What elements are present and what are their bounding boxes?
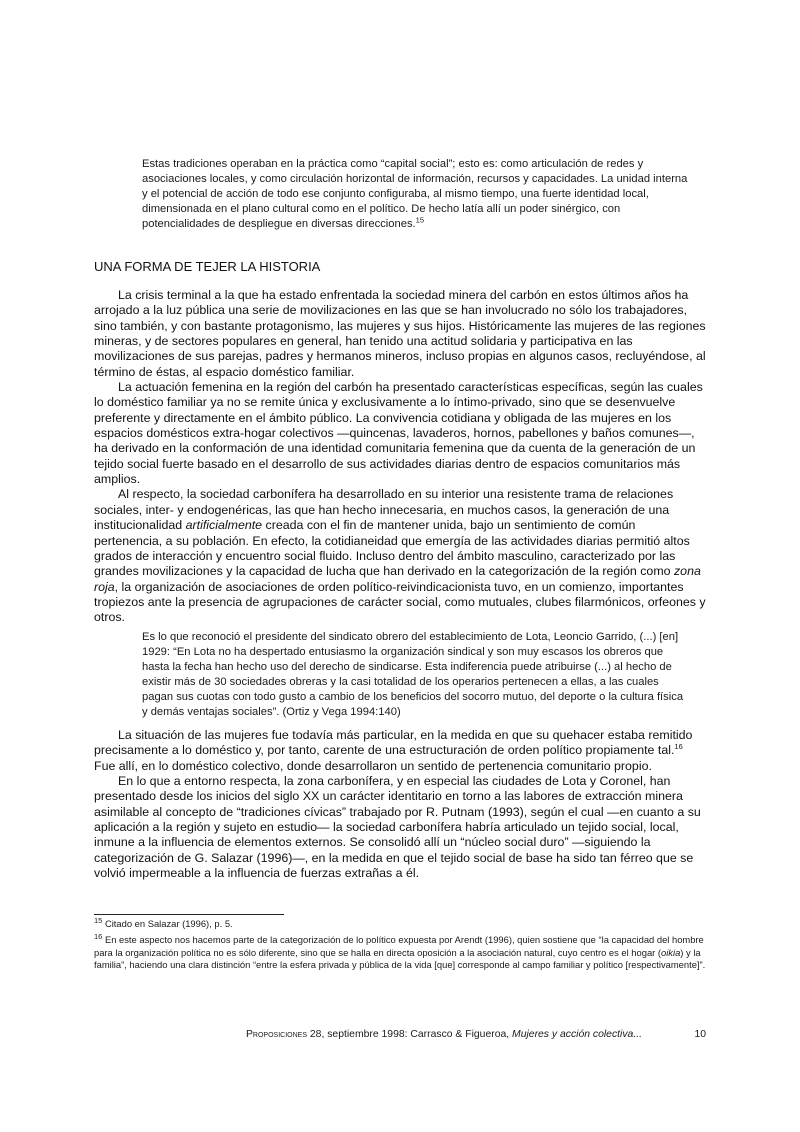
paragraph: La crisis terminal a la que ha estado enfrentada la sociedad minera del carbón en estos últimos años ha arrojado a la luz pública una serie de movilizaciones en las que se han involucrado no sólo los trabajadores, sino también, y con bastante protagonismo, las mujeres y sus hijos. Históricamente las mujeres de las regiones mineras, y de sectores populares en general, han tenido una actitud solidaria y participativa en las movilizaciones de sus parejas, padres y hermanos mineros, incluso propias en algunos casos, recluyéndose, al término de éstas, al espacio doméstico familiar. (94, 288, 706, 379)
footnotes (94, 915, 706, 976)
block-quote (142, 157, 690, 232)
paragraph: Al respecto, la sociedad carbonífera ha desarrollado en su interior una resistente trama de relaciones sociales, inter- y endogenéricas, las que han hecho innecesaria, en muchos casos, la generación de una institucionalidad artificialmente creada con el fin de mantener unida, bajo un sentimiento de común pertenencia, a su población. En efecto, la cotidianeidad que emergía de las actividades diarias permitió altos grados de interacción y encuentro social fluido. Incluso dentro del ámbito masculino, caracterizado por las grandes movilizaciones y la capacidad de lucha que han derivado en la categorización de la región como zona roja, la organización de asociaciones de orden político-reivindicacionista tuvo, en un comienzo, importantes tropiezos ante la presencia de agrupaciones de carácter social, como mutuales, clubes filarmónicos, orfeones y otros. (94, 487, 706, 625)
block-quote-text: Estas tradiciones operaban en la práctica como “capital social”; esto es: como articulación de redes y asociaciones locales, y como circulación horizontal de información, recursos y capacidades. La unidad interna y el potencial de acción de todo ese conjunto configuraba, al mismo tiempo, una fuerte identidad local, dimensionada en el plano cultural como en el político. De hecho latía allí un poder sinérgico, con potencialidades de despliegue en diversas direcciones.$^{15}$ (142, 158, 688, 231)
footnote-15: $^{15}$ Citado en Salazar (1996), p. 5. (94, 915, 233, 929)
footnote-16: $^{16}$ En este aspecto nos hacemos parte de la categorización de lo político expuesta por Arendt (1996), quien sostiene que “la capacidad del hombre para la organización política no es sólo diferente, sino que se halla en directa oposición a la asociación natural, cuyo centro es el hogar (oikia) y la familia”, haciendo una clara distinción “entre la esfera privada y pública de la vida [que] corresponde al campo familiar y político [respectivamente]”. (94, 932, 706, 971)
section-heading: UNA FORMA DE TEJER LA HISTORIA (94, 259, 321, 274)
journal-name: Proposiciones (246, 1029, 307, 1040)
paragraph: En lo que a entorno respecta, la zona carbonífera, y en especial las ciudades de Lota y Coronel, han presentado desde los inicios del siglo XX un carácter identitario en torno a las labores de extracción minera asimilable al concepto de “tradiciones cívicas” trabajado por R. Putnam (1993), según el cual —en cuanto a su aplicación a la región y sujeto en estudio— la sociedad carbonífera habría articulado un tejido social, local, inmune a la influencia de elementos externos. Se consolidó allí un “núcleo social duro” —siguiendo la categorización de G. Salazar (1996)—, en la medida en que el tejido social de base ha sido tan férreo que se volvió impermeable a la influencia de fuerzas extrañas a él. (94, 774, 701, 881)
footnote-divider (94, 914, 284, 915)
article-title: Mujeres y acción colectiva... (512, 1029, 642, 1040)
body-text (94, 288, 706, 626)
block-quote (142, 630, 690, 721)
footnote-ref-15[interactable]: 15 (415, 215, 424, 225)
running-footer (246, 1028, 706, 1041)
page-number: 10 (694, 1029, 706, 1040)
paragraph: La situación de las mujeres fue todavía más particular, en la medida en que su quehacer estaba remitido precisamente a lo doméstico y, por tanto, carente de una estructuración de orden político propiamente tal.$^{16}$ Fue allí, en lo doméstico colectivo, donde desarrollaron un sentido de pertenencia comunitario propio. (94, 728, 693, 773)
block-quote-text: Es lo que reconoció el presidente del sindicato obrero del establecimiento de Lota, Leoncio Garrido, (...) [en] 1929: “En Lota no ha despertado entusiasmo la organización sindical y son muy escasos los obreros que hasta la fecha han hecho uso del derecho de sindicarse. Esta indiferencia puede atribuirse (...) al hecho de existir más de 30 sociedades obreras y la casi totalidad de los operarios pertenecen a ellas, a las cuales pagan sus cuotas con todo gusto a cambio de los beneficios del socorro mutuo, del deporte o la cultura física y demás ventajas sociales”. (Ortiz y Vega 1994:140) (142, 631, 684, 719)
paragraph: La actuación femenina en la región del carbón ha presentado características específicas, según las cuales lo doméstico familiar ya no se remite única y exclusivamente a lo íntimo-privado, sino que se desenvuelve preferente y directamente en el ámbito público. La convivencia cotidiana y obligada de las mujeres en los espacios domésticos extra-hogar colectivos —quincenas, lavaderos, hornos, pabellones y baños comunes—, ha derivado en la conformación de una identidad comunitaria femenina que da cuenta de la generación de un tejido social fuerte basado en el desarrollo de sus actividades diarias dentro de espacios comunitarios más amplios. (94, 380, 703, 487)
body-text (94, 728, 706, 881)
citation-line: Proposiciones 28, septiembre 1998: Carrasco & Figueroa, Mujeres y acción colectiva... (246, 1029, 642, 1040)
footnote-ref-16[interactable]: 16 (674, 742, 683, 752)
